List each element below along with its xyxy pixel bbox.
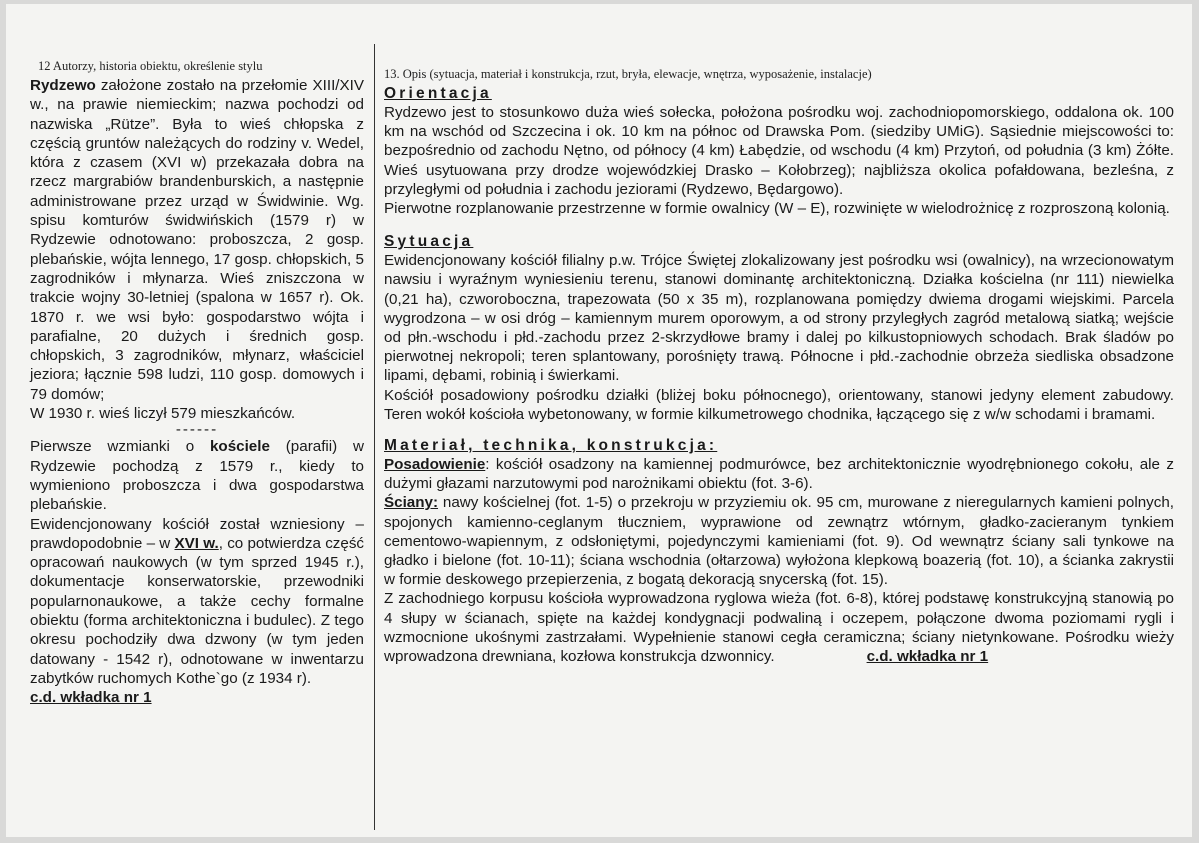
history-text: założone zostało na przełomie XIII/XIV w., na prawie niemieckim; nazwa pochodzi od nazwiska „Rütze”. Była to wieś chłopska z częścią gruntów należących do rodziny v. Wedel, która z czasem (XVI w) przekazała dobra na rzecz margrabiów brandenburskich, a następnie administrowane przez urząd w Świdwinie. Wg. spisu komturów świdwińskich (1579 r) w Rydzewie odnotowano: proboszcza, 2 gosp. plebańskie, wójta lennego, 17 gosp. chłopskich, 5 zagrodników i młynarza. Wieś zniszczona w trakcie wojny 30-letniej (spalona w 1657 r). Ok. 1870 r. we wsi było: gospodarstwo wójta i parafialne, 20 dużych i średnich gosp. chłopskich, 3 zagrodników, młynarz, właściciel jeziora; łącznie 598 ludzi, 110 gosp. domowych i 79 domów;	[30, 77, 364, 403]
population-paragraph: W 1930 r. wieś liczył 579 mieszkańców.	[30, 405, 296, 423]
separator: ------	[175, 421, 219, 439]
history-paragraph	[30, 76, 364, 404]
sytuacja-heading: Sytuacja	[384, 233, 474, 251]
sciany-paragraph: Ściany: nawy kościelnej (fot. 1-5) o przekroju w przyziemiu ok. 95 cm, murowane z nieregularnych kamieni polnych, spojonych kamienno-ceglanym tłuczniem, wyprawione od zewnątrz wtórnym, gładko-zacieranym tynkiem cementowo-wapiennym, z odsłoniętymi, pojedynczymi kamieniami (fot. 9). Od wewnątrz ściany sali tynkowe na gładko i bielone (fot. 10-11); ściana wschodnia (ołtarzowa) wyłożona klepkową boazerią (fot. 10), a ścianka zakrystii w formie deskowego przepierzenia, z bogatą dekoracją snycerską (fot. 15).	[384, 494, 1174, 589]
left-column	[30, 58, 364, 708]
orientacja-paragraph-2: Pierwotne rozplanowanie przestrzenne w formie owalnicy (W – E), rozwinięte w wielodrożnicę z rozproszoną kolonią.	[384, 200, 1170, 218]
posadowienie-paragraph: Posadowienie: kościół osadzony na kamiennej podmurówce, bez architektonicznie wyodrębnionego cokołu, ale z dużymi głazami narzutowymi pod narożnikami obiektu (fot. 3-6).	[384, 456, 1174, 493]
column-divider	[374, 44, 375, 830]
church-dating-paragraph: Ewidencjonowany kościół został wzniesiony – prawdopodobnie – w XVI w., co potwierdza część opracowań naukowych (w tym sprzed 1945 r.), dokumentacje konserwatorskie, przewodniki popularnonaukowe, a także cechy formalne obiektu (forma architektoniczna i budulec). Z tego okresu pochodziły dwa dzwony (w tym jeden datowany - 1542 r), odnotowane w inwentarzu zabytków ruchomych Kothe`go (z 1934 r).	[30, 515, 365, 687]
wieza-paragraph: Z zachodniego korpusu kościoła wyprowadzona ryglowa wieża (fot. 6-8), której podstawę konstrukcyjną stanowią po 4 słupy w ścianach, spięte na każdej kondygnacji podwaliną i oczepem, połączone dwoma poziomami rygli i wzmocnione ukośnymi zastrzałami. Wypełnienie stanowi cegła ceramiczna; ściany nietynkowane. Pośrodku wieży wprowadzona drewniana, kozłowa konstrukcja dzwonnicy. c.d. wkładka nr 1	[384, 590, 1174, 666]
century-keyword: XVI w.	[174, 534, 219, 552]
sytuacja-paragraph-1: Ewidencjonowany kościół filialny p.w. Trójce Świętej zlokalizowany jest pośrodku wsi (owalnicy), na wrzecionowatym nawsiu i wyraźnym wyniesieniu terenu, stanowi dominantę architektoniczną. Działka kościelna (nr 111) niewielka (0,21 ha), czworoboczna, trapezowata (50 x 35 m), rozplanowana pomiędzy dwiema drogami wiejskimi. Parcela wygrodzona – w osi dróg – kamiennym murem oporowym, a od strony przyległych zagród metalową siatką; wejście od płn.-wschodu i płd.-zachodu przez 2-skrzydłowe bramy i dalej po kilkustopniowych schodach. Brak śladów po pierwotnej nekropoli; teren splantowany, porośnięty trawą. Północne i płd.-zachodnie obrzeża siedliska obsadzone lipami, dębami, robinią i świerkami.	[384, 252, 1174, 385]
church-mentions-paragraph: Pierwsze wzmianki o kościele (parafii) w Rydzewie pochodzą z 1579 r., kiedy to wymieniono proboszcza i dwa gospodarstwa plebańskie.	[30, 438, 365, 514]
orientacja-paragraph-1: Rydzewo jest to stosunkowo duża wieś sołecka, położona pośrodku woj. zachodniopomorskiego, oddalona ok. 100 km na wschód od Szczecina i ok. 10 km na północ od Drawska Pom. (siedziby UMiG). Sąsiednie miejscowości to: bezpośrednio od zachodu Nętno, od północy (4 km) Łabędzie, od wschodu (4 km) Przytoń, od południa (3 km) Żółte. Wieś usytuowana przy drodze wojewódzkiej Drasko – Kołobrzeg); najbliższa okolica pofałdowana, bezleśna, z przyległymi od południa i zachodu jeziorami (Rydzewo, Będargowo).	[384, 104, 1174, 198]
continued-note-left: c.d. wkładka nr 1	[30, 689, 152, 707]
village-name: Rydzewo	[30, 77, 96, 94]
document-sheet	[6, 4, 1192, 837]
sciany-label: Ściany:	[384, 494, 439, 512]
material-heading: Materiał, technika, konstrukcja:	[384, 437, 718, 455]
orientacja-heading: Orientacja	[384, 85, 492, 102]
posadowienie-label: Posadowienie	[384, 456, 486, 474]
right-column	[384, 66, 1174, 666]
sytuacja-paragraph-2: Kościół posadowiony pośrodku działki (bliżej boku północnego), orientowany, stanowi jedyny element zabudowy. Teren wokół kościoła wybetonowany, w formie kilkumetrowego chodnika, łączącego się z w/w schodami i bramami.	[384, 386, 1174, 423]
right-section-header: 13. Opis (sytuacja, materiał i konstrukcja, rzut, bryła, elewacje, wnętrza, wyposażenie, instalacje)	[384, 67, 872, 81]
church-keyword: kościele	[209, 438, 270, 456]
left-section-header: 12 Autorzy, historia obiektu, określenie stylu	[38, 59, 263, 73]
continued-note-right: c.d. wkładka nr 1	[866, 648, 989, 666]
